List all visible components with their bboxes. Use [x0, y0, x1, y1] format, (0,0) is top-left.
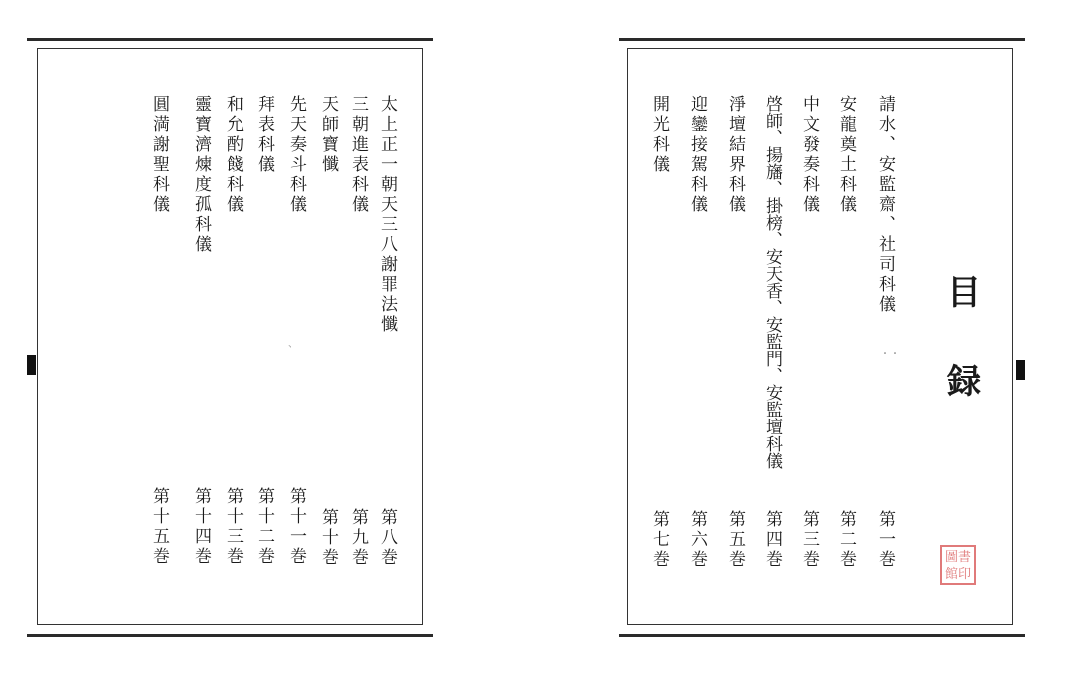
toc-entry-title: 請水、安監齋、社司科儀 [875, 95, 895, 315]
toc-entry-volume: 第十一巻 [286, 487, 306, 567]
toc-entry-volume: 第五巻 [725, 510, 745, 570]
toc-entry-volume: 第二巻 [836, 510, 856, 570]
toc-title-char: 目 [947, 273, 981, 313]
toc-entry-title: 啓師、揚旛、掛榜、安天香、安監門、安監壇科儀 [762, 95, 782, 469]
toc-entry-volume: 第八巻 [377, 508, 397, 568]
toc-entry-volume: 第十五巻 [149, 487, 169, 567]
right-page-inner-border [627, 48, 1013, 625]
toc-entry-volume: 第六巻 [687, 510, 707, 570]
toc-entry-volume: 第九巻 [348, 508, 368, 568]
toc-entry-volume: 第一巻 [875, 510, 895, 570]
toc-entry-volume: 第四巻 [762, 510, 782, 570]
library-seal-stamp: 圖書 館印 [940, 545, 976, 585]
toc-entry-title: 中文發奏科儀 [799, 95, 819, 215]
toc-entry-title: 拜表科儀 [254, 95, 274, 175]
toc-title-char: 録 [947, 362, 981, 402]
toc-entry-volume: 第十三巻 [223, 487, 243, 567]
toc-entry-volume: 第十巻 [318, 508, 338, 568]
toc-entry-volume: 第七巻 [649, 510, 669, 570]
toc-entry-title: 圓満謝聖科儀 [149, 95, 169, 215]
toc-entry-title: 靈寶濟煉度孤科儀 [191, 95, 211, 255]
paper-speck: 、 [288, 339, 298, 350]
right-page-edge-tab [1016, 360, 1025, 380]
toc-entry-volume: 第十四巻 [191, 487, 211, 567]
toc-entry-title: 和允酌餞科儀 [223, 95, 243, 215]
left-page-edge-tab [27, 355, 36, 375]
toc-entry-title: 天師寶懺 [318, 95, 338, 175]
toc-entry-volume: 第十二巻 [254, 487, 274, 567]
toc-entry-title: 三朝進表科儀 [348, 95, 368, 215]
paper-speck: ・・ [880, 349, 900, 360]
toc-entry-title: 先天奏斗科儀 [286, 95, 306, 215]
toc-entry-title: 太上正一朝天三八謝罪法懺 [377, 95, 397, 335]
toc-entry-title: 開光科儀 [649, 95, 669, 175]
toc-entry-title: 安龍奠土科儀 [836, 95, 856, 215]
toc-entry-title: 淨壇結界科儀 [725, 95, 745, 215]
toc-entry-title: 迎鑾接駕科儀 [687, 95, 707, 215]
toc-entry-volume: 第三巻 [799, 510, 819, 570]
